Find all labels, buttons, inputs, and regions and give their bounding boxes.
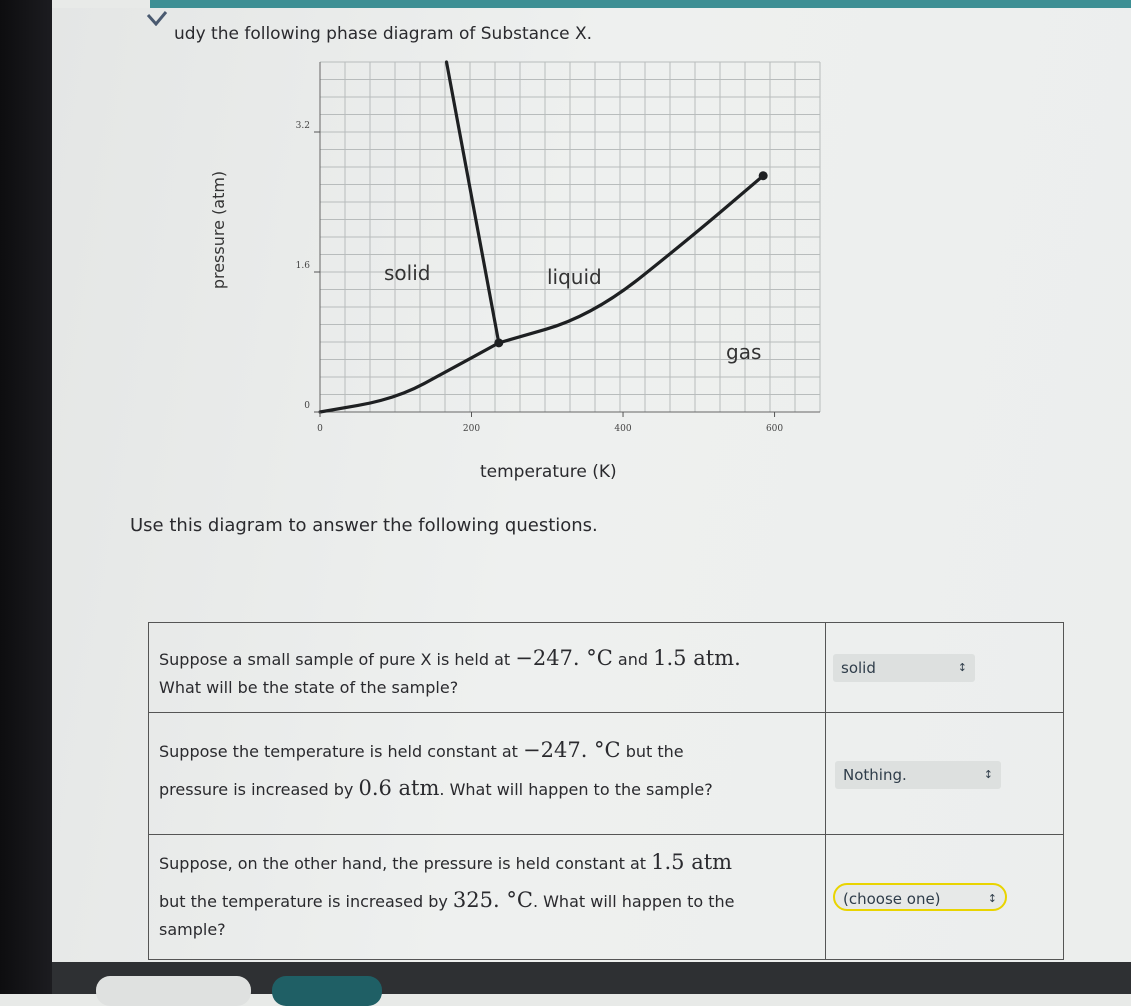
question-2-line-2: pressure is increased by 0.6 atm. What will happen to the sample? <box>159 776 713 800</box>
question-row-3 <box>149 834 1063 960</box>
question-1-line-1: Suppose a small sample of pure X is held at −247. °C and 1.5 atm. <box>159 646 741 670</box>
y-tick-label: 0 <box>304 401 310 411</box>
check-icon <box>146 10 168 26</box>
region-label-solid: solid <box>384 261 431 285</box>
tick-labels <box>296 121 784 434</box>
vaporization-curve <box>499 176 763 343</box>
triple-point <box>494 338 503 347</box>
question-3-line-1: Suppose, on the other hand, the pressure is held constant at 1.5 atm <box>159 850 733 874</box>
screen-bezel <box>0 0 52 994</box>
question-3-line-2: but the temperature is increased by 325. °C. What will happen to the <box>159 888 735 912</box>
answer-select-2[interactable]: Nothing. ↕ <box>835 761 1001 789</box>
select-arrows-icon: ↕ <box>987 892 997 905</box>
answer-select-1[interactable]: solid ↕ <box>833 654 975 682</box>
select-arrows-icon: ↕ <box>983 768 993 781</box>
y-axis-label: pressure (atm) <box>209 170 228 290</box>
select-arrows-icon: ↕ <box>957 661 967 674</box>
region-label-gas: gas <box>726 340 762 364</box>
top-accent-bar <box>150 0 1131 8</box>
y-tick-label: 3.2 <box>295 121 310 131</box>
y-tick-label: 1.6 <box>295 261 310 271</box>
x-axis-label: temperature (K) <box>480 462 617 482</box>
x-tick-label: 200 <box>462 424 481 434</box>
question-1-line-2: What will be the state of the sample? <box>159 678 459 697</box>
answer-select-3[interactable]: (choose one) ↕ <box>833 883 1007 911</box>
x-tick-label: 600 <box>765 424 784 434</box>
bottom-button-left[interactable] <box>96 976 251 1006</box>
instruction-text: Use this diagram to answer the following questions. <box>130 515 598 536</box>
question-table <box>148 622 1064 960</box>
question-2-line-1: Suppose the temperature is held constant at −247. °C but the <box>159 738 684 762</box>
question-row-2 <box>149 712 1063 835</box>
question-3-line-3: sample? <box>159 920 226 939</box>
x-tick-label: 400 <box>614 424 632 434</box>
region-label-liquid: liquid <box>547 265 602 289</box>
bottom-button-primary[interactable] <box>272 976 382 1006</box>
critical-point <box>759 171 768 180</box>
question-row-1 <box>149 623 1063 712</box>
phase-diagram <box>190 50 840 445</box>
x-tick-label: 0 <box>317 424 323 434</box>
question-heading: udy the following phase diagram of Substance X. <box>174 24 593 44</box>
